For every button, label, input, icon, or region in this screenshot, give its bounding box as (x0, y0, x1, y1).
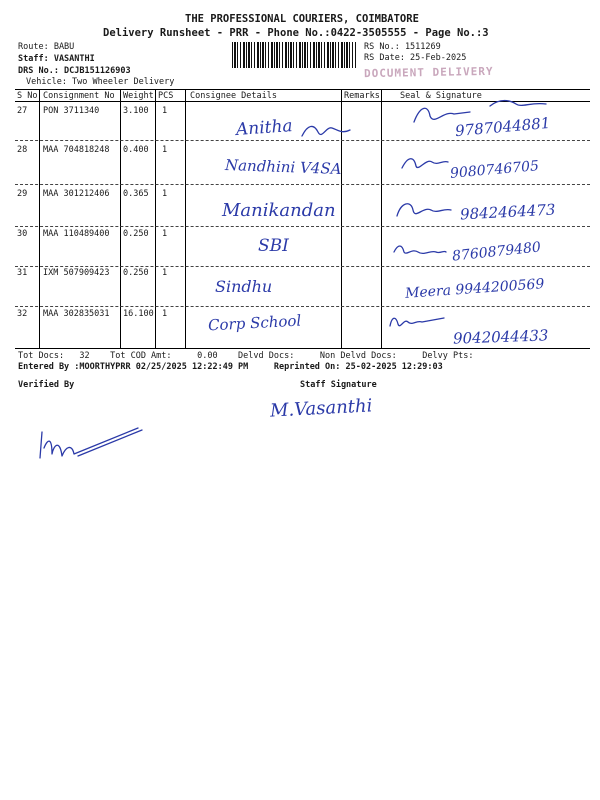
seal-signature (400, 152, 450, 174)
header-seal: Seal & Signature (400, 91, 482, 101)
row-separator (15, 184, 590, 185)
row-sno: 32 (17, 309, 28, 319)
col-divider (155, 89, 156, 349)
drs-number: DRS No.: DCJB151126903 (18, 66, 131, 76)
consignee-handwriting: Manikandan (222, 200, 336, 221)
row-weight: 0.365 (123, 189, 149, 199)
row-weight: 0.400 (123, 145, 149, 155)
verified-by-label: Verified By (18, 380, 75, 390)
row-separator (15, 306, 590, 307)
row-consignment: MAA 301212406 (43, 189, 110, 199)
staff-signature-handwriting: M.Vasanthi (269, 395, 373, 422)
row-sno: 30 (17, 229, 28, 239)
company-line: THE PROFESSIONAL COURIERS, COIMBATORE (185, 13, 419, 25)
header-sno: S No (17, 91, 38, 101)
header-remarks: Remarks (344, 91, 380, 101)
staff-label: Staff: VASANTHI (18, 54, 95, 64)
consignee-handwriting: Sindhu (215, 277, 273, 296)
row-weight: 16.100 (123, 309, 154, 319)
row-pcs: 1 (162, 309, 168, 319)
seal-handwriting: 8760879480 (451, 239, 542, 265)
consignee-signature (300, 118, 360, 142)
document-delivery-stamp: DOCUMENT DELIVERY (363, 64, 494, 81)
row-pcs: 1 (162, 145, 168, 155)
row-pcs: 1 (162, 268, 168, 278)
header-pcs: PCS (158, 91, 174, 101)
consignee-handwriting: Nandhini V4SA (224, 155, 342, 179)
col-divider (120, 89, 121, 349)
row-sno: 31 (17, 268, 28, 278)
consignee-handwriting: Anitha (235, 116, 294, 140)
row-separator (15, 226, 590, 227)
staff-signature-label: Staff Signature (300, 380, 377, 390)
row-consignment: MAA 302835031 (43, 309, 110, 319)
seal-signature (388, 310, 448, 332)
row-consignment: IXM 507909423 (43, 268, 110, 278)
row-sno: 27 (17, 106, 28, 116)
consignee-handwriting: Corp School (207, 311, 302, 335)
col-divider (185, 89, 186, 349)
rs-number: RS No.: 1511269 (364, 42, 441, 52)
runsheet-title: Delivery Runsheet - PRR - Phone No.:0422-3505555 - Page No.:3 (103, 27, 489, 39)
row-pcs: 1 (162, 229, 168, 239)
consignee-handwriting: SBI (258, 236, 289, 256)
header-consignment: Consignment No (43, 91, 115, 101)
seal-handwriting: 9787044881 (454, 113, 552, 141)
row-separator (15, 266, 590, 267)
route-label: Route: BABU (18, 42, 75, 52)
totals-line: Tot Docs: 32 Tot COD Amt: 0.00 Delvd Docs: Non Delvd Docs: Delvy Pts: (18, 351, 474, 361)
row-pcs: 1 (162, 106, 168, 116)
table-bottom-rule (15, 348, 590, 349)
header-consignee: Consignee Details (190, 91, 277, 101)
seal-handwriting: Meera 9944200569 (404, 276, 545, 302)
seal-handwriting: 9842464473 (459, 200, 556, 224)
table-top-rule (15, 89, 590, 90)
rs-date: RS Date: 25-Feb-2025 (364, 53, 467, 63)
row-sno: 28 (17, 145, 28, 155)
row-weight: 0.250 (123, 268, 149, 278)
row-consignment: PON 3711340 (43, 106, 100, 116)
row-consignment: MAA 110489400 (43, 229, 110, 239)
col-divider (39, 89, 40, 349)
seal-handwriting: 9042044433 (452, 326, 549, 348)
entered-by-line: Entered By :MOORTHYPRR 02/25/2025 12:22:49 PM Reprinted On: 25-02-2025 12:29:03 (18, 362, 443, 372)
row-sno: 29 (17, 189, 28, 199)
seal-signature (393, 196, 453, 222)
col-divider (381, 89, 382, 349)
barcode (232, 42, 356, 68)
verifier-signature (38, 426, 148, 466)
vehicle-label: Vehicle: Two Wheeler Delivery (26, 77, 175, 87)
row-weight: 3.100 (123, 106, 149, 116)
seal-handwriting: 9080746705 (449, 158, 540, 182)
seal-signature (392, 240, 448, 260)
row-weight: 0.250 (123, 229, 149, 239)
row-separator (15, 140, 590, 141)
header-weight: Weight (123, 91, 154, 101)
row-consignment: MAA 704818248 (43, 145, 110, 155)
row-pcs: 1 (162, 189, 168, 199)
